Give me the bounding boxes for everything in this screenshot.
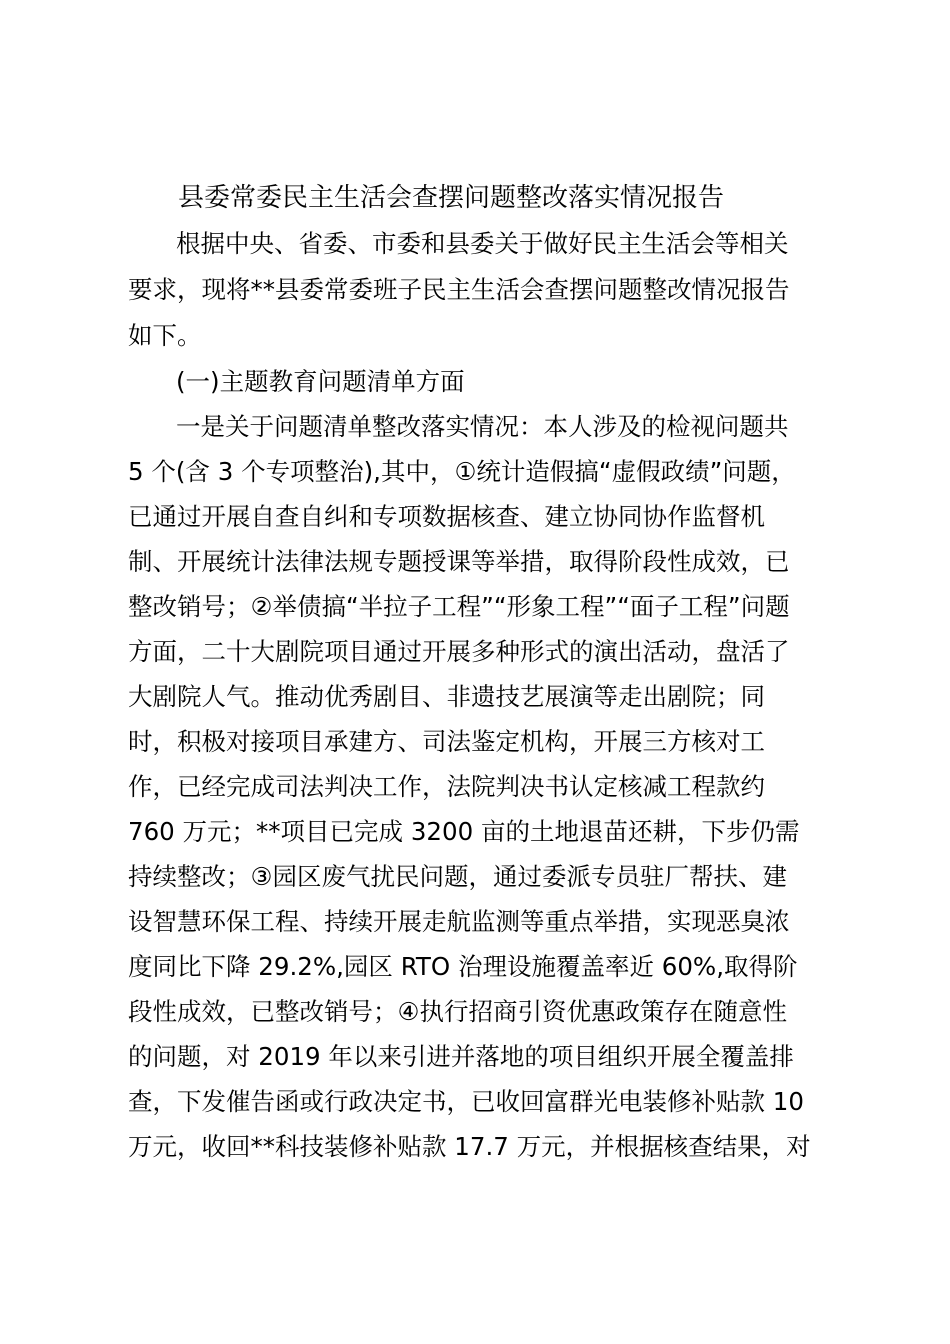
paragraph-line: 5 个(含 3 个专项整治),其中，①统计造假搞“虚假政绩”问题， bbox=[128, 457, 796, 486]
paragraph-line: 设智慧环保工程、持续开展走航监测等重点举措，实现恶臭浓 bbox=[128, 907, 790, 936]
paragraph-line: 整改销号；②举债搞“半拉子工程”“形象工程”“面子工程”问题 bbox=[128, 592, 790, 621]
paragraph-line: 万元，收回**科技装修补贴款 17.7 万元，并根据核查结果，对 bbox=[128, 1132, 811, 1161]
paragraph-line: 度同比下降 29.2%,园区 RTO 治理设施覆盖率近 60%,取得阶 bbox=[128, 952, 798, 981]
paragraph-line: 根据中央、省委、市委和县委关于做好民主生活会等相关 bbox=[176, 229, 789, 258]
paragraph-line: 段性成效，已整改销号；④执行招商引资优惠政策存在随意性 bbox=[128, 997, 787, 1026]
paragraph-line: 已通过开展自查自纠和专项数据核查、建立协同协作监督机 bbox=[128, 502, 765, 531]
paragraph-line: 的问题，对 2019 年以来引进并落地的项目组织开展全覆盖排 bbox=[128, 1042, 794, 1071]
paragraph-line: 查，下发催告函或行政决定书，已收回富群光电装修补贴款 10 bbox=[128, 1087, 804, 1116]
paragraph-line: 760 万元；**项目已完成 3200 亩的土地退苗还耕，下步仍需 bbox=[128, 817, 800, 846]
paragraph-line: 作，已经完成司法判决工作，法院判决书认定核减工程款约 bbox=[128, 772, 765, 801]
document-title: 县委常委民主生活会查摆问题整改落实情况报告 bbox=[178, 183, 725, 213]
paragraph-line: 制、开展统计法律法规专题授课等举措，取得阶段性成效，已 bbox=[128, 547, 790, 576]
paragraph-line: 时，积极对接项目承建方、司法鉴定机构，开展三方核对工 bbox=[128, 727, 765, 756]
paragraph-line: 要求，现将**县委常委班子民主生活会查摆问题整改情况报告 bbox=[128, 275, 790, 304]
paragraph-line: 大剧院人气。推动优秀剧目、非遗技艺展演等走出剧院；同 bbox=[128, 682, 765, 711]
paragraph-line: 如下。 bbox=[128, 321, 202, 350]
paragraph-line: 方面，二十大剧院项目通过开展多种形式的演出活动，盘活了 bbox=[128, 637, 790, 666]
section-heading: (一)主题教育问题清单方面 bbox=[176, 367, 465, 396]
paragraph-line: 一是关于问题清单整改落实情况：本人涉及的检视问题共 bbox=[176, 412, 789, 441]
paragraph-line: 持续整改；③园区废气扰民问题，通过委派专员驻厂帮扶、建 bbox=[128, 862, 787, 891]
